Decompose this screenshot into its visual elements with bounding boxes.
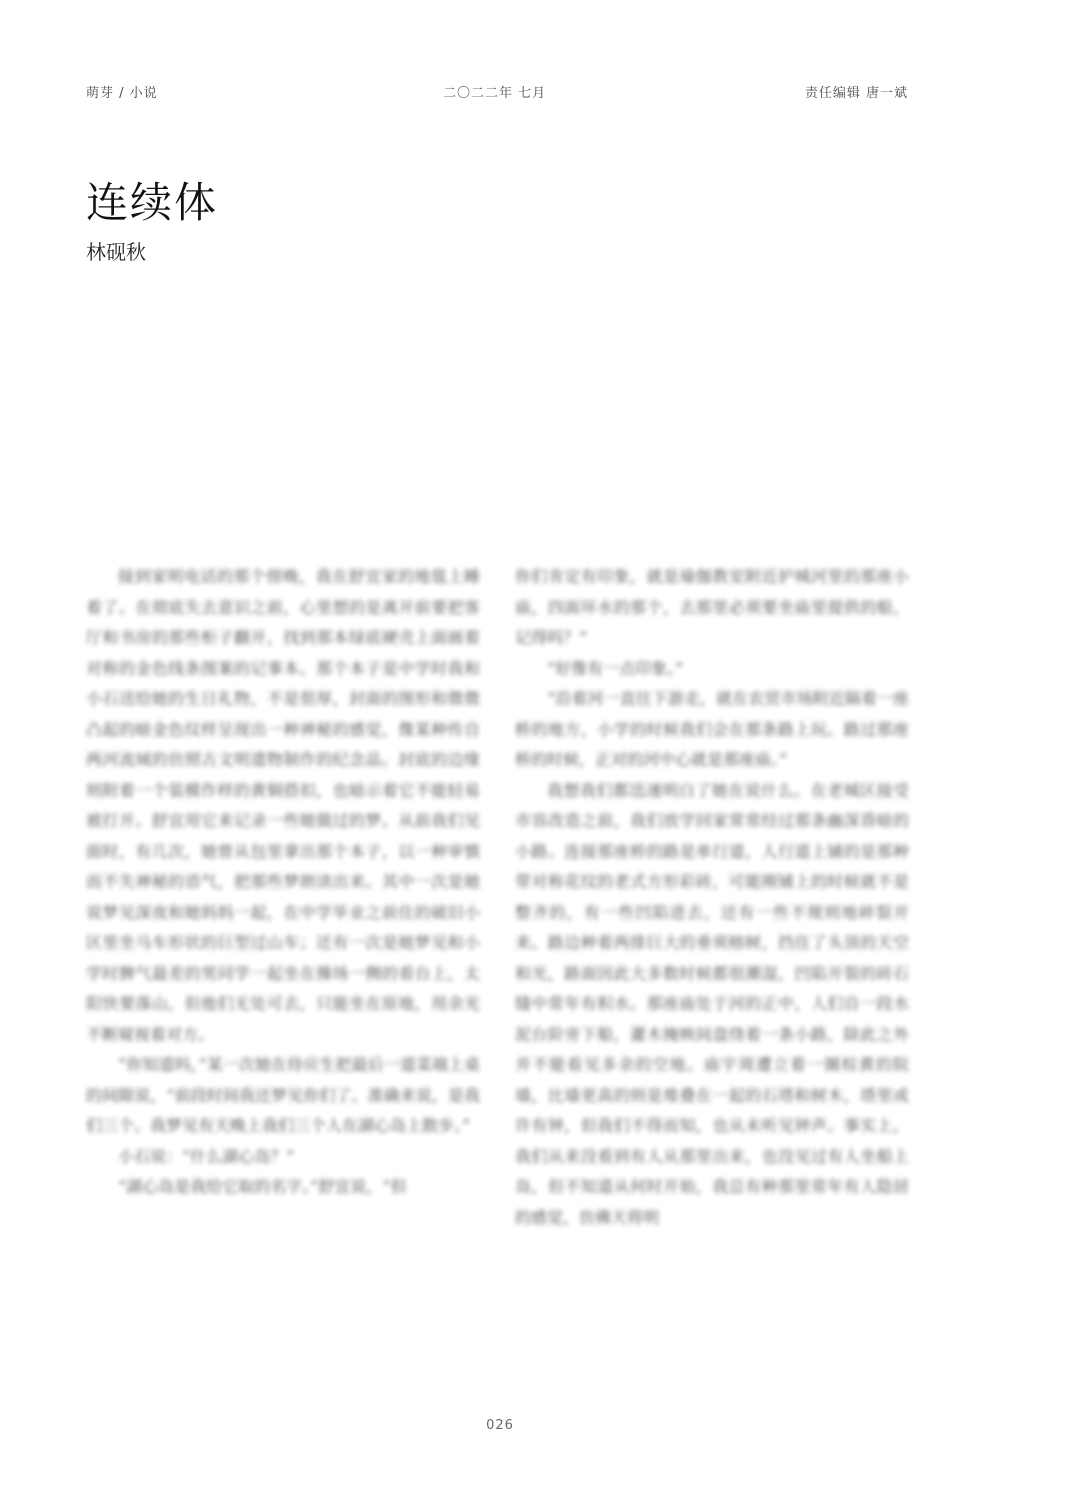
paragraph: “你知道吗，”某一次她在侍应生把最后一道菜端上桌的间隙说，“前段时间我还梦见你们了。准确来说，是我们三个。我梦见有天晚上我们三个人在湖心岛上散步。” xyxy=(86,1055,480,1135)
section-label: 萌芽 / 小说 xyxy=(86,86,158,101)
paragraph: “好像有一点印象。” xyxy=(547,658,684,678)
page-header xyxy=(86,82,908,104)
paragraph: 接到家明电话的那个傍晚，我在舒宜家的地毯上睡着了。在彻底失去意识之前，心里想的是离开前要把客厅和书房的那些柜子翻开，找到那本绿底硬壳上面画着对称的金色线条图案的记事本。那个本子是中学时我和小石送给她的生日礼物，不是很厚，封面的图形和微微凸起的暗金色纹样呈现出一种神秘的感觉，像某种传自两河流域的仿照古文明遗物制作的纪念品。封底的边缘则附着一个装模作样的黄铜搭扣，也暗示着它不能轻易被打开。舒宜用它来记录一些她做过的梦。从前我们见面时，有几次，她曾从包里拿出那个本子，以一种审慎而不失神秘的语气，把那些梦朗读出来。其中一次是她说梦见深夜和她妈妈一起，在中学毕业之前住的破旧小区里坐马车形状的巨型过山车；还有一次是她梦见和小学时脾气最差的男同学一起坐在操场一侧的看台上，太阳快要落山，但他们无处可去，只能坐在原地，用余光不断窥视着对方。 xyxy=(86,567,480,1044)
article-author: 林砚秋 xyxy=(86,240,146,264)
paragraph: 你们肯定有印象，就是瑜伽教室附近护城河里的那座小庙，四面环水的那个，去那里必须要坐庙里提供的船，记得吗？” xyxy=(515,567,909,647)
page-number: 026 xyxy=(486,1418,514,1433)
body-column-left xyxy=(86,562,480,1203)
paragraph: 我想我们都迅速明白了她在说什么。在老城区接受市容改造之前，我们放学回家常常经过那条幽深昏暗的小路。连接那座桥的路是单行道，人行道上铺的是那种带对称花纹的老式方形彩砖，可能刚铺上的时候就不是整齐的，有一些凹陷进去，还有一些不规则地碎裂开来。路边种着两排巨大的垂须榕树，挡住了头顶的天空和光，路面因此大多数时候都很潮湿，凹陷开裂的砖石缝中常年有积水。那座庙处于河的正中，人们自一段水泥台阶旁下船，灌木掩映间盘绕着一条小路，除此之外并不能看见多余的空地。庙宇周遭立着一圈棕黄的院墙，比墙更高的则是堆叠在一起的石塔和树木，塔里或许有钟，但我们不得而知，也从未听见钟声。事实上，我们从来没看到有人从那里出来，也没见过有人坐船上岛，但不知道从何时开始，我总有种那里常年有人隐居的感觉，仿佛天将明 xyxy=(515,780,909,1227)
paragraph: “湖心岛是我给它取的名字。”舒宜说，“但 xyxy=(118,1177,407,1196)
paragraph: “沿着河一直往下游走，就在农贸市场附近隔着一座桥的地方，小学的时候我们会在那条路上玩。路过那座桥的时候，正对的河中心就是那座庙。” xyxy=(515,689,909,769)
article-title: 连续体 xyxy=(86,178,219,227)
body-column-right xyxy=(515,562,909,1233)
paragraph: 小石说：“什么湖心岛？” xyxy=(118,1146,295,1166)
issue-date: 二〇二二年 七月 xyxy=(443,86,547,101)
editor-credit: 责任编辑 唐一斌 xyxy=(804,86,908,101)
